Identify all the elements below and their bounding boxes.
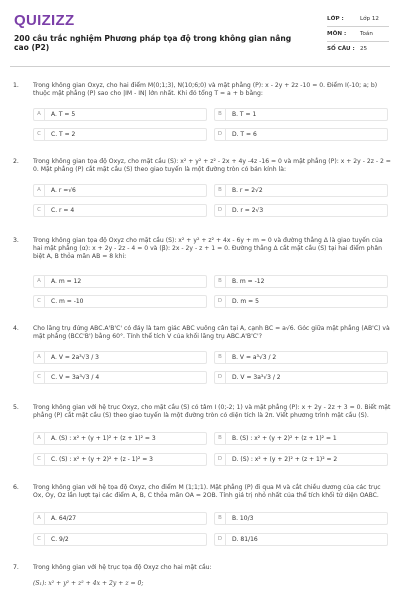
option-text: D. V = 3a³√3 / 2 [232, 374, 281, 381]
option-text: B. T = 1 [232, 111, 257, 118]
option-letter: B [215, 352, 226, 363]
question-text: Trong không gian với hệ trục Oxyz, cho mặt cầu (S) có tâm I (0;-2; 1) và mặt phẳng (P): x + 2y - 2z + 3 = 0. Biết mặt phẳng (P) cắt mặt cầu (S) theo giao tuyến là một đường tròn có diện tích là 2π. Viết phương trình mặt cầu (S). [33, 404, 391, 420]
option-letter: D [215, 534, 226, 545]
question-text: Trong không gian Oxyz, cho hai điểm M(0;1;3), N(10;6;0) và mặt phẳng (P): x - 2y + 2z -10 = 0. Điểm I(-10; a; b) thuộc mặt phẳng (P) sao cho |IM - IN| lớn nhất. Khi đó tổng T = a + b bằng: [33, 82, 378, 98]
option-letter: C [34, 534, 45, 545]
option-a[interactable] [33, 108, 207, 121]
option-letter: B [215, 109, 226, 120]
option-letter: B [215, 513, 226, 524]
option-a[interactable] [33, 184, 207, 197]
question-number: 7. [13, 564, 19, 571]
question-number: 5. [13, 404, 19, 411]
option-letter: C [34, 372, 45, 383]
meta-value: 25 [360, 46, 368, 52]
meta-value: Toán [360, 31, 373, 37]
option-b[interactable] [214, 432, 388, 445]
option-d[interactable] [214, 371, 388, 384]
question-number: 4. [13, 325, 19, 332]
option-letter: C [34, 296, 45, 307]
option-text: A. r =√6 [51, 187, 76, 194]
option-d[interactable] [214, 533, 388, 546]
option-c[interactable] [33, 295, 207, 308]
option-letter: C [34, 454, 45, 465]
option-d[interactable] [214, 453, 388, 466]
question-number: 1. [13, 82, 19, 89]
meta-label: LỚP : [327, 16, 344, 22]
option-letter: A [34, 109, 45, 120]
option-b[interactable] [214, 184, 388, 197]
question-text: Trong không gian tọa độ Oxyz, cho mặt cầu (S): x² + y² + z² - 2x + 4y -4z -16 = 0 và mặt phẳng (P): x + 2y - 2z - 2 = 0. Mặt phẳng (P) cắt mặt cầu (S) theo giao tuyến là một đường tròn có bán kính là: [33, 158, 391, 174]
option-a[interactable] [33, 275, 207, 288]
option-letter: A [34, 185, 45, 196]
option-c[interactable] [33, 128, 207, 141]
document-title: 200 câu trắc nghiệm Phương pháp tọa độ trong không gian nâng cao (P2) [14, 34, 292, 52]
option-letter: B [215, 433, 226, 444]
option-c[interactable] [33, 533, 207, 546]
divider [10, 66, 390, 67]
option-letter: A [34, 276, 45, 287]
option-d[interactable] [214, 295, 388, 308]
option-text: C. 9/2 [51, 536, 69, 543]
option-text: D. T = 6 [232, 131, 257, 138]
option-c[interactable] [33, 371, 207, 384]
option-text: D. 81/16 [232, 536, 258, 543]
option-text: C. T = 2 [51, 131, 76, 138]
option-text: C. V = 3a³√3 / 4 [51, 374, 100, 381]
option-letter: C [34, 129, 45, 140]
option-b[interactable] [214, 351, 388, 364]
option-letter: D [215, 454, 226, 465]
question-number: 2. [13, 158, 19, 165]
option-text: B. V = a³√3 / 2 [232, 354, 277, 361]
option-letter: D [215, 129, 226, 140]
option-b[interactable] [214, 108, 388, 121]
option-c[interactable] [33, 453, 207, 466]
option-letter: D [215, 372, 226, 383]
option-text: D. r = 2√3 [232, 207, 264, 214]
question-text: Trong không gian với hệ tọa độ Oxyz, cho điểm M (1;1;1). Mặt phẳng (P) đi qua M và cắt chiều dương của các trục Ox, Oy, Oz lần lượt tại các điểm A, B, C thỏa mãn OA = 2OB. Tính giá trị nhỏ nhất của thể tích khối tứ diện OABC. [33, 484, 381, 500]
divider [327, 26, 389, 27]
option-letter: A [34, 513, 45, 524]
option-text: A. m = 12 [51, 278, 82, 285]
option-letter: B [215, 185, 226, 196]
option-letter: A [34, 433, 45, 444]
option-text: C. r = 4 [51, 207, 75, 214]
option-text: A. V = 2a³√3 / 3 [51, 354, 99, 361]
divider [327, 41, 389, 42]
question-text: Cho lăng trụ đứng ABC.A'B'C' có đáy là tam giác ABC vuông cân tại A, cạnh BC = a√6. Góc giữa mặt phẳng (AB'C) và mặt phẳng (BCC'B') bằng 60°. Tính thể tích V của khối lăng trụ ABC.A'B'C'? [33, 325, 390, 341]
option-letter: B [215, 276, 226, 287]
option-letter: D [215, 205, 226, 216]
option-a[interactable] [33, 432, 207, 445]
option-text: A. 64/27 [51, 515, 77, 522]
meta-label: MÔN : [327, 31, 347, 37]
option-letter: D [215, 296, 226, 307]
option-d[interactable] [214, 128, 388, 141]
question-text: Trong không gian tọa độ Oxyz cho mặt cầu (S): x² + y² + z² + 4x - 6y + m = 0 và đường thẳng Δ là giao tuyến của hai mặt phẳng (α): x + 2y - 2z - 4 = 0 và (β): 2x - 2y - z + 1 = 0. Đường thẳng Δ cắt mặt cầu (S) tại hai điểm phân biệt A, B thỏa mãn AB = 8 khi: [33, 237, 383, 261]
question-number: 6. [13, 484, 19, 491]
document-header [0, 0, 400, 66]
question-number: 3. [13, 237, 19, 244]
option-b[interactable] [214, 512, 388, 525]
option-d[interactable] [214, 204, 388, 217]
option-a[interactable] [33, 351, 207, 364]
option-text: B. (S) : x² + (y + 2)² + (z + 1)² = 1 [232, 435, 337, 442]
option-b[interactable] [214, 275, 388, 288]
question-text: Trong không gian với hệ trục tọa độ Oxyz cho hai mặt cầu: [33, 564, 212, 571]
option-text: C. (S) : x² + (y + 2)² + (z - 1)² = 3 [51, 456, 153, 463]
option-a[interactable] [33, 512, 207, 525]
option-text: B. r = 2√2 [232, 187, 263, 194]
option-text: D. (S) : x² + (y + 2)² + (z + 1)² = 2 [232, 456, 338, 463]
option-text: B. m = -12 [232, 278, 265, 285]
meta-value: Lớp 12 [360, 16, 379, 22]
equation: (S₁): x² + y² + z² + 4x + 2y + z = 0; [33, 580, 144, 587]
option-letter: C [34, 205, 45, 216]
option-text: C. m = -10 [51, 298, 84, 305]
option-c[interactable] [33, 204, 207, 217]
option-text: D. m = 5 [232, 298, 259, 305]
option-text: A. T = 5 [51, 111, 76, 118]
option-text: B. 10/3 [232, 515, 254, 522]
option-letter: A [34, 352, 45, 363]
quizizz-logo: QUIZIZZ [14, 12, 75, 29]
meta-label: SỐ CÂU : [327, 46, 355, 52]
option-text: A. (S) : x² + (y + 1)² + (z + 1)² = 3 [51, 435, 156, 442]
